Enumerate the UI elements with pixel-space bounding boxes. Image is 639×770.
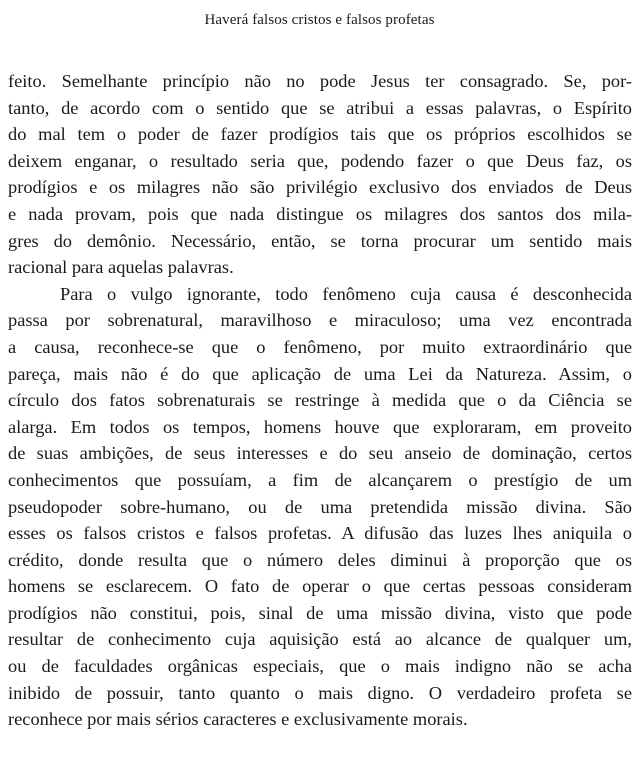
text-line: resultar de conhecimento cuja aquisição está ao alcance de qualquer um, <box>8 629 632 650</box>
text-line: de suas ambições, de seus interesses e do seu anseio de dominação, certos <box>8 443 632 464</box>
text-line: crédito, donde resulta que o número deles diminui à proporção que os <box>8 549 632 570</box>
text-line: a causa, reconhece-se que o fenômeno, por muito extraordinário que <box>8 336 632 357</box>
text-line: feito. Semelhante princípio não no pode Jesus ter consagrado. Se, por- <box>8 71 632 91</box>
text-line: prodígios e os milagres não são privilégio exclusivo dos enviados de Deus <box>8 177 632 198</box>
text-line: homens se esclarecem. O fato de operar o que certas pessoas consideram <box>8 576 632 597</box>
text-line: alarga. Em todos os tempos, homens houve que exploraram, em proveito <box>8 416 632 437</box>
text-line: reconhece por mais sérios caracteres e exclusivamente morais. <box>8 709 468 730</box>
text-line: Para o vulgo ignorante, todo fenômeno cuja causa é desconhecida <box>60 283 632 304</box>
paragraph-1 <box>8 68 632 281</box>
text-line: do mal tem o poder de fazer prodígios tais que os próprios escolhidos se <box>8 124 632 145</box>
text-line: esses os falsos cristos e falsos profetas. A difusão das luzes lhes aniquila o <box>8 523 632 544</box>
text-line: racional para aquelas palavras. <box>8 257 234 278</box>
paragraph-2 <box>8 281 632 733</box>
text-line: deixem enganar, o resultado seria que, podendo fazer o que Deus faz, os <box>8 150 632 171</box>
text-line: conhecimentos que possuíam, a fim de alcançarem o prestígio de um <box>8 469 632 490</box>
text-line: tanto, de acordo com o sentido que se atribui a essas palavras, o Espírito <box>8 97 632 118</box>
body-text <box>8 68 632 733</box>
text-line: inibido de possuir, tanto quanto o mais digno. O verdadeiro profeta se <box>8 682 632 703</box>
text-line: prodígios não constitui, pois, sinal de uma missão divina, visto que pode <box>8 602 632 623</box>
text-line: ou de faculdades orgânicas especiais, que o mais indigno não se acha <box>8 656 632 677</box>
text-line: gres do demônio. Necessário, então, se torna procurar um sentido mais <box>8 230 632 251</box>
text-line: e nada provam, pois que nada distingue os milagres dos santos dos mila- <box>8 203 632 224</box>
running-header: Haverá falsos cristos e falsos profetas <box>204 12 435 28</box>
text-line: pareça, mais não é do que aplicação de uma Lei da Natureza. Assim, o <box>8 363 632 384</box>
text-line: passa por sobrenatural, maravilhoso e miraculoso; uma vez encontrada <box>8 310 632 331</box>
text-line: círculo dos fatos sobrenaturais se restringe à medida que o da Ciência se <box>8 390 632 411</box>
text-line: pseudopoder sobre-humano, ou de uma pretendida missão divina. São <box>8 496 632 517</box>
